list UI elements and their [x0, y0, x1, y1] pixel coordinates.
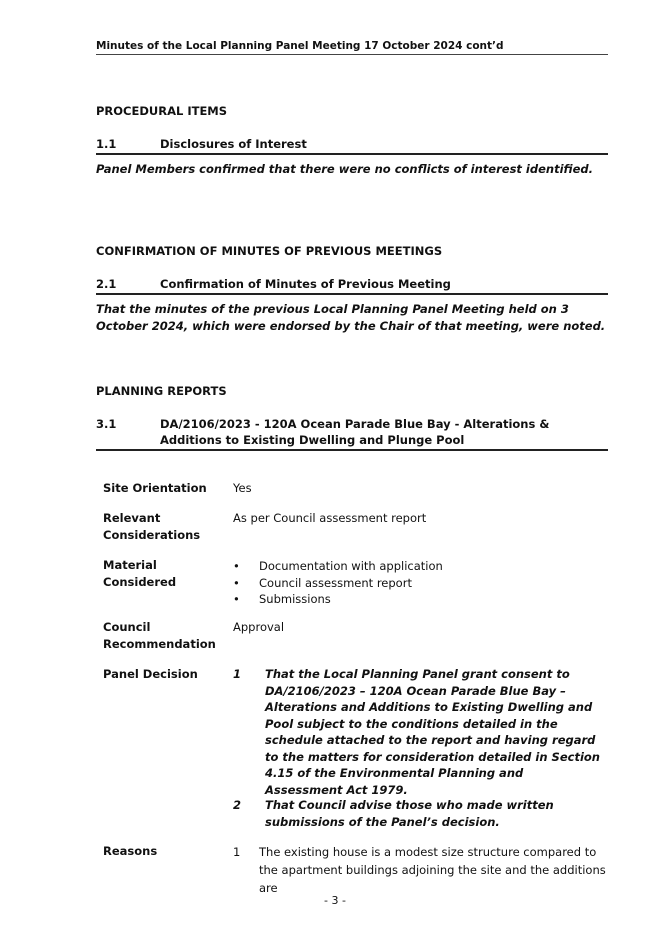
minutes-note: That the minutes of the previous Local Planning Panel Meeting held on 3 October 2024, which were endorsed by the Chair of that meeting, were noted. [96, 302, 606, 333]
disclosure-note: Panel Members confirmed that there were no conflicts of interest identified. [96, 162, 593, 176]
reason-number: 1 [233, 845, 241, 859]
decision-number: 2 [233, 798, 242, 812]
item-title-text: Confirmation of Minutes of Previous Meeting [160, 277, 451, 291]
list-item: • Documentation with application [233, 558, 443, 575]
panel-decision-item [233, 797, 603, 830]
item-1-1-title [96, 136, 608, 155]
material-considered-label: Material Considered [103, 558, 177, 589]
council-recommendation-label: Council Recommendation [103, 620, 216, 651]
planning-heading: PLANNING REPORTS [96, 384, 227, 398]
site-orientation-label: Site Orientation [103, 481, 207, 495]
procedural-heading: PROCEDURAL ITEMS [96, 104, 228, 118]
item-number: 3.1 [96, 417, 117, 431]
page-header: Minutes of the Local Planning Panel Meeting 17 October 2024 cont’d [96, 40, 608, 55]
reason-text: The existing house is a modest size structure compared to the apartment buildings adjoining the site and the additions are [259, 845, 606, 895]
list-item: • Submissions [233, 591, 443, 608]
relevant-considerations-label: Relevant Considerations [103, 511, 201, 542]
item-title-text: DA/2106/2023 - 120A Ocean Parade Blue Bay - Alterations & Additions to Existing Dwelling and Plunge Pool [160, 417, 550, 447]
decision-text: That the Local Planning Panel grant consent to DA/2106/2023 – 120A Ocean Parade Blue Bay – Alterations and Additions to Existing Dwelling and Pool subject to the conditions detailed in the schedule attached to the report and having regard to the matters for consideration detailed in Section 4.15 of the Environmental Planning and Assessment Act 1979. [265, 667, 600, 797]
decision-text: That Council advise those who made written submissions of the Panel’s decision. [265, 798, 554, 829]
item-3-1-title [96, 416, 608, 451]
reasons-label: Reasons [103, 844, 158, 858]
reason-item [233, 843, 608, 897]
panel-decision-item [233, 666, 603, 798]
material-considered-list [233, 558, 443, 608]
council-recommendation-value: Approval [233, 620, 285, 634]
relevant-considerations-value: As per Council assessment report [233, 511, 427, 525]
item-title-text: Disclosures of Interest [160, 137, 307, 151]
item-number: 2.1 [96, 277, 117, 291]
panel-decision-label: Panel Decision [103, 667, 198, 681]
page-number: - 3 - [324, 894, 346, 907]
item-2-1-title [96, 276, 608, 295]
confirmation-heading: CONFIRMATION OF MINUTES OF PREVIOUS MEETINGS [96, 244, 443, 258]
decision-number: 1 [233, 667, 242, 681]
list-item: • Council assessment report [233, 575, 443, 592]
item-number: 1.1 [96, 137, 117, 151]
site-orientation-value: Yes [233, 481, 252, 495]
